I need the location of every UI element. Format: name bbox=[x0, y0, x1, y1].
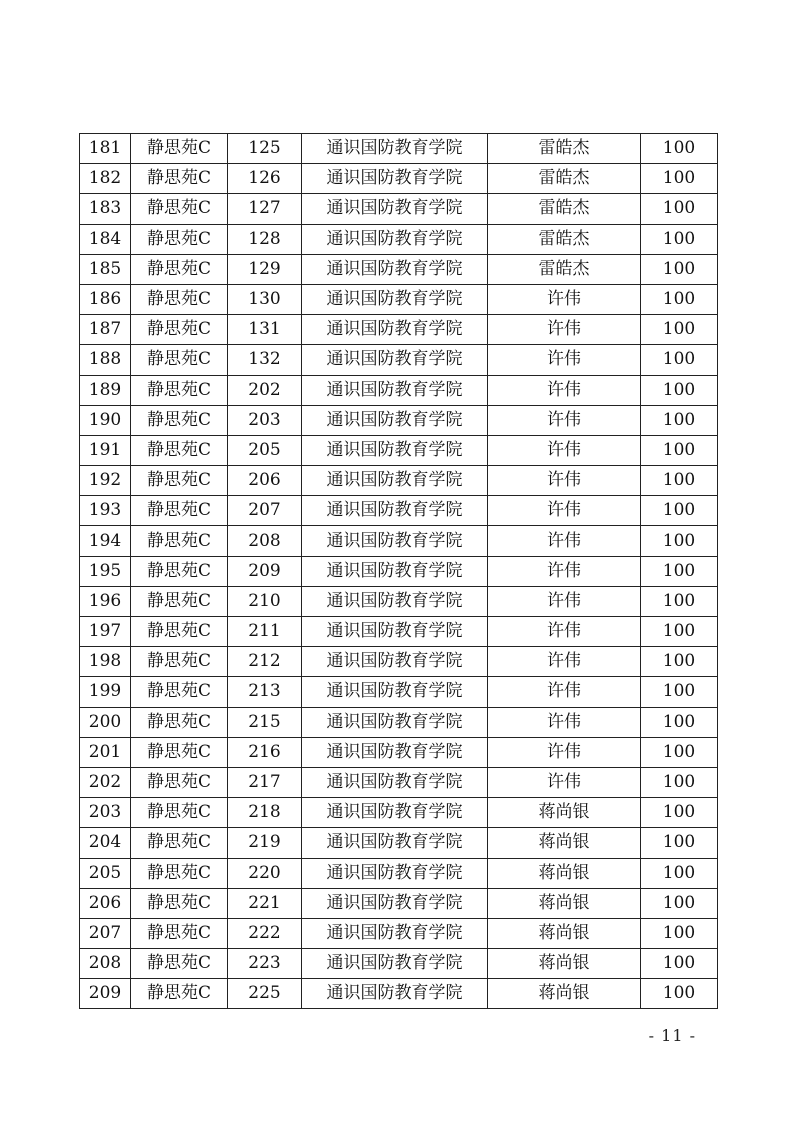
score-cell: 100 bbox=[641, 345, 718, 375]
room-cell: 222 bbox=[228, 918, 302, 948]
college-cell: 通识国防教育学院 bbox=[302, 979, 488, 1009]
seq-cell: 190 bbox=[80, 405, 131, 435]
score-cell: 100 bbox=[641, 284, 718, 314]
score-cell: 100 bbox=[641, 164, 718, 194]
building-cell: 静思苑C bbox=[131, 254, 228, 284]
staff-cell: 许伟 bbox=[488, 496, 641, 526]
table-row bbox=[80, 828, 718, 858]
score-cell: 100 bbox=[641, 858, 718, 888]
staff-cell: 雷皓杰 bbox=[488, 134, 641, 164]
table-row bbox=[80, 435, 718, 465]
room-cell: 217 bbox=[228, 767, 302, 797]
staff-cell: 许伟 bbox=[488, 586, 641, 616]
staff-cell: 许伟 bbox=[488, 466, 641, 496]
building-cell: 静思苑C bbox=[131, 767, 228, 797]
room-cell: 218 bbox=[228, 798, 302, 828]
seq-cell: 186 bbox=[80, 284, 131, 314]
score-cell: 100 bbox=[641, 767, 718, 797]
staff-cell: 许伟 bbox=[488, 737, 641, 767]
college-cell: 通识国防教育学院 bbox=[302, 918, 488, 948]
table-row bbox=[80, 405, 718, 435]
score-cell: 100 bbox=[641, 949, 718, 979]
college-cell: 通识国防教育学院 bbox=[302, 224, 488, 254]
college-cell: 通识国防教育学院 bbox=[302, 617, 488, 647]
seq-cell: 189 bbox=[80, 375, 131, 405]
building-cell: 静思苑C bbox=[131, 164, 228, 194]
seq-cell: 188 bbox=[80, 345, 131, 375]
seq-cell: 184 bbox=[80, 224, 131, 254]
room-cell: 219 bbox=[228, 828, 302, 858]
table-row bbox=[80, 315, 718, 345]
college-cell: 通识国防教育学院 bbox=[302, 405, 488, 435]
page-number: - 11 - bbox=[648, 1026, 696, 1045]
score-cell: 100 bbox=[641, 526, 718, 556]
college-cell: 通识国防教育学院 bbox=[302, 677, 488, 707]
room-cell: 126 bbox=[228, 164, 302, 194]
table-row bbox=[80, 949, 718, 979]
score-cell: 100 bbox=[641, 888, 718, 918]
room-cell: 216 bbox=[228, 737, 302, 767]
room-cell: 208 bbox=[228, 526, 302, 556]
dormitory-score-table bbox=[79, 133, 718, 1009]
score-cell: 100 bbox=[641, 707, 718, 737]
table-row bbox=[80, 496, 718, 526]
table-row bbox=[80, 767, 718, 797]
college-cell: 通识国防教育学院 bbox=[302, 284, 488, 314]
score-cell: 100 bbox=[641, 254, 718, 284]
table-row bbox=[80, 888, 718, 918]
table-row bbox=[80, 284, 718, 314]
building-cell: 静思苑C bbox=[131, 949, 228, 979]
staff-cell: 雷皓杰 bbox=[488, 224, 641, 254]
building-cell: 静思苑C bbox=[131, 405, 228, 435]
seq-cell: 181 bbox=[80, 134, 131, 164]
room-cell: 209 bbox=[228, 556, 302, 586]
building-cell: 静思苑C bbox=[131, 284, 228, 314]
seq-cell: 202 bbox=[80, 767, 131, 797]
building-cell: 静思苑C bbox=[131, 315, 228, 345]
building-cell: 静思苑C bbox=[131, 647, 228, 677]
building-cell: 静思苑C bbox=[131, 798, 228, 828]
building-cell: 静思苑C bbox=[131, 224, 228, 254]
score-cell: 100 bbox=[641, 798, 718, 828]
seq-cell: 183 bbox=[80, 194, 131, 224]
seq-cell: 187 bbox=[80, 315, 131, 345]
seq-cell: 205 bbox=[80, 858, 131, 888]
score-cell: 100 bbox=[641, 677, 718, 707]
college-cell: 通识国防教育学院 bbox=[302, 254, 488, 284]
seq-cell: 208 bbox=[80, 949, 131, 979]
seq-cell: 193 bbox=[80, 496, 131, 526]
table-row bbox=[80, 798, 718, 828]
room-cell: 128 bbox=[228, 224, 302, 254]
college-cell: 通识国防教育学院 bbox=[302, 134, 488, 164]
table-row bbox=[80, 586, 718, 616]
room-cell: 206 bbox=[228, 466, 302, 496]
building-cell: 静思苑C bbox=[131, 526, 228, 556]
college-cell: 通识国防教育学院 bbox=[302, 647, 488, 677]
staff-cell: 许伟 bbox=[488, 556, 641, 586]
seq-cell: 194 bbox=[80, 526, 131, 556]
room-cell: 221 bbox=[228, 888, 302, 918]
room-cell: 125 bbox=[228, 134, 302, 164]
table-row bbox=[80, 737, 718, 767]
table-row bbox=[80, 466, 718, 496]
seq-cell: 203 bbox=[80, 798, 131, 828]
seq-cell: 200 bbox=[80, 707, 131, 737]
staff-cell: 许伟 bbox=[488, 526, 641, 556]
table-row bbox=[80, 556, 718, 586]
building-cell: 静思苑C bbox=[131, 737, 228, 767]
staff-cell: 许伟 bbox=[488, 647, 641, 677]
college-cell: 通识国防教育学院 bbox=[302, 375, 488, 405]
table-row bbox=[80, 979, 718, 1009]
building-cell: 静思苑C bbox=[131, 375, 228, 405]
table-row bbox=[80, 345, 718, 375]
building-cell: 静思苑C bbox=[131, 888, 228, 918]
table-row bbox=[80, 164, 718, 194]
seq-cell: 196 bbox=[80, 586, 131, 616]
seq-cell: 192 bbox=[80, 466, 131, 496]
score-cell: 100 bbox=[641, 556, 718, 586]
college-cell: 通识国防教育学院 bbox=[302, 586, 488, 616]
building-cell: 静思苑C bbox=[131, 707, 228, 737]
college-cell: 通识国防教育学院 bbox=[302, 949, 488, 979]
college-cell: 通识国防教育学院 bbox=[302, 798, 488, 828]
seq-cell: 198 bbox=[80, 647, 131, 677]
seq-cell: 197 bbox=[80, 617, 131, 647]
college-cell: 通识国防教育学院 bbox=[302, 828, 488, 858]
table-row bbox=[80, 677, 718, 707]
seq-cell: 195 bbox=[80, 556, 131, 586]
score-cell: 100 bbox=[641, 435, 718, 465]
building-cell: 静思苑C bbox=[131, 979, 228, 1009]
college-cell: 通识国防教育学院 bbox=[302, 767, 488, 797]
score-cell: 100 bbox=[641, 586, 718, 616]
seq-cell: 206 bbox=[80, 888, 131, 918]
score-cell: 100 bbox=[641, 134, 718, 164]
staff-cell: 蒋尚银 bbox=[488, 918, 641, 948]
building-cell: 静思苑C bbox=[131, 828, 228, 858]
room-cell: 205 bbox=[228, 435, 302, 465]
score-cell: 100 bbox=[641, 224, 718, 254]
building-cell: 静思苑C bbox=[131, 345, 228, 375]
staff-cell: 许伟 bbox=[488, 617, 641, 647]
score-cell: 100 bbox=[641, 647, 718, 677]
score-cell: 100 bbox=[641, 194, 718, 224]
staff-cell: 许伟 bbox=[488, 677, 641, 707]
score-cell: 100 bbox=[641, 979, 718, 1009]
room-cell: 203 bbox=[228, 405, 302, 435]
staff-cell: 蒋尚银 bbox=[488, 949, 641, 979]
staff-cell: 许伟 bbox=[488, 707, 641, 737]
table-row bbox=[80, 254, 718, 284]
college-cell: 通识国防教育学院 bbox=[302, 496, 488, 526]
staff-cell: 许伟 bbox=[488, 345, 641, 375]
seq-cell: 182 bbox=[80, 164, 131, 194]
college-cell: 通识国防教育学院 bbox=[302, 345, 488, 375]
room-cell: 225 bbox=[228, 979, 302, 1009]
table-row bbox=[80, 134, 718, 164]
score-cell: 100 bbox=[641, 617, 718, 647]
staff-cell: 蒋尚银 bbox=[488, 858, 641, 888]
building-cell: 静思苑C bbox=[131, 677, 228, 707]
room-cell: 215 bbox=[228, 707, 302, 737]
table-row bbox=[80, 858, 718, 888]
score-cell: 100 bbox=[641, 918, 718, 948]
room-cell: 210 bbox=[228, 586, 302, 616]
room-cell: 212 bbox=[228, 647, 302, 677]
room-cell: 130 bbox=[228, 284, 302, 314]
college-cell: 通识国防教育学院 bbox=[302, 466, 488, 496]
building-cell: 静思苑C bbox=[131, 918, 228, 948]
building-cell: 静思苑C bbox=[131, 858, 228, 888]
staff-cell: 许伟 bbox=[488, 405, 641, 435]
score-cell: 100 bbox=[641, 466, 718, 496]
seq-cell: 199 bbox=[80, 677, 131, 707]
building-cell: 静思苑C bbox=[131, 556, 228, 586]
staff-cell: 许伟 bbox=[488, 375, 641, 405]
table-row bbox=[80, 647, 718, 677]
room-cell: 131 bbox=[228, 315, 302, 345]
college-cell: 通识国防教育学院 bbox=[302, 164, 488, 194]
staff-cell: 蒋尚银 bbox=[488, 888, 641, 918]
table-row bbox=[80, 224, 718, 254]
staff-cell: 许伟 bbox=[488, 435, 641, 465]
staff-cell: 许伟 bbox=[488, 315, 641, 345]
seq-cell: 207 bbox=[80, 918, 131, 948]
room-cell: 220 bbox=[228, 858, 302, 888]
seq-cell: 191 bbox=[80, 435, 131, 465]
college-cell: 通识国防教育学院 bbox=[302, 888, 488, 918]
room-cell: 207 bbox=[228, 496, 302, 526]
score-cell: 100 bbox=[641, 315, 718, 345]
building-cell: 静思苑C bbox=[131, 496, 228, 526]
college-cell: 通识国防教育学院 bbox=[302, 194, 488, 224]
room-cell: 211 bbox=[228, 617, 302, 647]
college-cell: 通识国防教育学院 bbox=[302, 315, 488, 345]
staff-cell: 雷皓杰 bbox=[488, 194, 641, 224]
college-cell: 通识国防教育学院 bbox=[302, 556, 488, 586]
score-cell: 100 bbox=[641, 737, 718, 767]
score-cell: 100 bbox=[641, 828, 718, 858]
staff-cell: 雷皓杰 bbox=[488, 254, 641, 284]
building-cell: 静思苑C bbox=[131, 466, 228, 496]
college-cell: 通识国防教育学院 bbox=[302, 858, 488, 888]
college-cell: 通识国防教育学院 bbox=[302, 435, 488, 465]
room-cell: 127 bbox=[228, 194, 302, 224]
staff-cell: 蒋尚银 bbox=[488, 798, 641, 828]
building-cell: 静思苑C bbox=[131, 617, 228, 647]
room-cell: 129 bbox=[228, 254, 302, 284]
room-cell: 223 bbox=[228, 949, 302, 979]
score-cell: 100 bbox=[641, 405, 718, 435]
seq-cell: 185 bbox=[80, 254, 131, 284]
staff-cell: 雷皓杰 bbox=[488, 164, 641, 194]
seq-cell: 209 bbox=[80, 979, 131, 1009]
room-cell: 202 bbox=[228, 375, 302, 405]
building-cell: 静思苑C bbox=[131, 134, 228, 164]
staff-cell: 蒋尚银 bbox=[488, 828, 641, 858]
table-row bbox=[80, 617, 718, 647]
table-body bbox=[80, 134, 718, 1009]
table-row bbox=[80, 375, 718, 405]
table-row bbox=[80, 194, 718, 224]
room-cell: 213 bbox=[228, 677, 302, 707]
table-row bbox=[80, 918, 718, 948]
college-cell: 通识国防教育学院 bbox=[302, 526, 488, 556]
college-cell: 通识国防教育学院 bbox=[302, 707, 488, 737]
college-cell: 通识国防教育学院 bbox=[302, 737, 488, 767]
table-row bbox=[80, 526, 718, 556]
staff-cell: 蒋尚银 bbox=[488, 979, 641, 1009]
score-cell: 100 bbox=[641, 496, 718, 526]
building-cell: 静思苑C bbox=[131, 586, 228, 616]
table-row bbox=[80, 707, 718, 737]
staff-cell: 许伟 bbox=[488, 284, 641, 314]
room-cell: 132 bbox=[228, 345, 302, 375]
staff-cell: 许伟 bbox=[488, 767, 641, 797]
seq-cell: 201 bbox=[80, 737, 131, 767]
seq-cell: 204 bbox=[80, 828, 131, 858]
building-cell: 静思苑C bbox=[131, 194, 228, 224]
building-cell: 静思苑C bbox=[131, 435, 228, 465]
score-cell: 100 bbox=[641, 375, 718, 405]
